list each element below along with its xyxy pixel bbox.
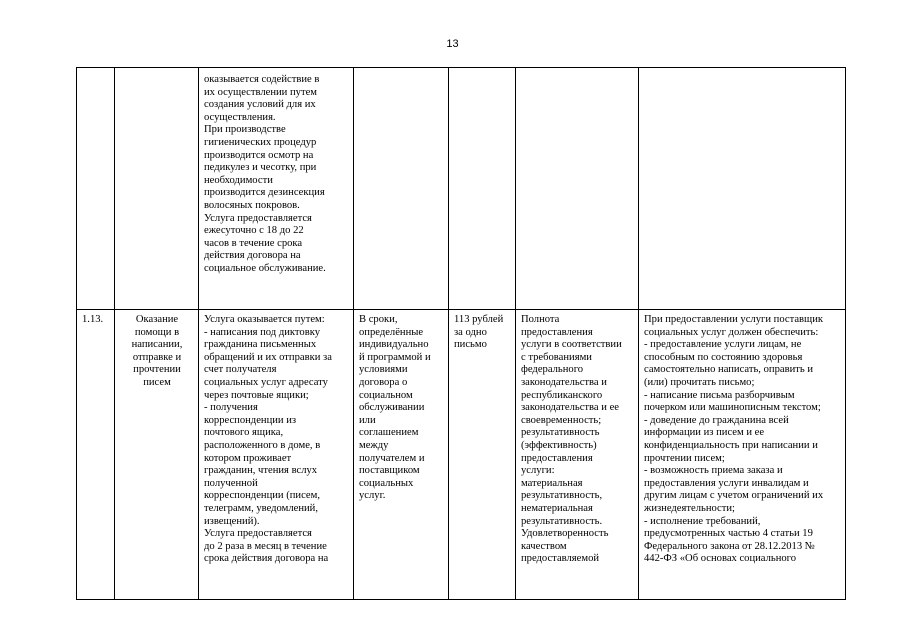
text-line: их осуществлении путем <box>204 86 317 98</box>
text-line: или <box>359 414 376 426</box>
text-line: корреспонденции (писем, <box>204 490 320 502</box>
text-line: действия договора на <box>204 250 301 262</box>
text-line: срока действия договора на <box>204 553 329 565</box>
text-line: телеграмм, уведомлений, <box>204 502 319 514</box>
text-line: обращений и их отправки за <box>204 351 332 363</box>
text-line: - исполнение требований, <box>644 515 761 527</box>
text-line: прочтении <box>133 364 181 376</box>
text-line: за одно <box>454 326 487 338</box>
text-line: При производстве <box>204 124 286 136</box>
text-line: извещений). <box>204 515 260 527</box>
text-line: Услуга предоставляется <box>204 528 312 540</box>
text-line: услуги: <box>521 465 555 477</box>
text-line: качеством <box>521 540 567 552</box>
text-line: расположенного в доме, в <box>204 439 321 451</box>
text-line: индивидуально <box>359 339 429 351</box>
text-line: производится осмотр на <box>204 149 314 161</box>
text-line: - получения <box>204 402 258 414</box>
text-line: письмо <box>454 339 487 351</box>
text-line: нематериальная <box>521 502 593 514</box>
text-line: с требованиями <box>521 351 592 363</box>
cell-service-name <box>115 68 199 310</box>
cell-description <box>199 68 354 310</box>
cell-price <box>449 310 516 600</box>
text-line: поставщиком <box>359 465 420 477</box>
text-line: й программой и <box>359 351 431 363</box>
text-line: результативность. <box>521 515 603 527</box>
description-text <box>204 74 349 276</box>
text-line: создания условий для их <box>204 99 316 111</box>
text-line: - предоставление услуги лицам, не <box>644 339 802 351</box>
text-line: законодательства и ее <box>521 402 619 414</box>
text-line: социальное обслуживание. <box>204 262 326 274</box>
services-table <box>76 67 846 600</box>
text-line: - доведение до гражданина всей <box>644 414 789 426</box>
text-line: полученной <box>204 477 258 489</box>
conditions-text <box>644 314 841 566</box>
text-line: информации из писем и ее <box>644 427 765 439</box>
text-line: производится дезинсекция <box>204 187 325 199</box>
text-line: написании, <box>131 339 183 351</box>
price-text <box>454 314 511 352</box>
text-line: (или) прочитать письмо; <box>644 376 755 388</box>
text-line: гражданина письменных <box>204 339 317 351</box>
text-line: - написание письма разборчивым <box>644 389 795 401</box>
text-line: необходимости <box>204 174 273 186</box>
cell-term <box>354 310 449 600</box>
text-line: В сроки, <box>359 314 398 325</box>
text-line: Удовлетворенность <box>521 528 609 540</box>
cell-number <box>77 68 115 310</box>
text-line: определённые <box>359 326 424 338</box>
cell-term <box>354 68 449 310</box>
text-line: Федерального закона от 28.12.2013 № <box>644 540 815 552</box>
text-line: помощи в <box>134 326 180 338</box>
text-line: Оказание <box>135 314 179 325</box>
text-line: предоставления <box>521 326 593 338</box>
cell-conditions <box>639 310 846 600</box>
text-line: корреспонденции из <box>204 414 297 426</box>
text-line: - написания под диктовку <box>204 326 320 338</box>
text-line: - возможность приема заказа и <box>644 465 783 477</box>
text-line: результативность, <box>521 490 603 502</box>
text-line: социальных услуг адресату <box>204 376 328 388</box>
text-line: через почтовые ящики; <box>204 389 309 401</box>
text-line: услуг. <box>359 490 386 502</box>
text-line: результативность <box>521 427 600 439</box>
text-line: осуществления. <box>204 111 276 123</box>
text-line: волосяных покровов. <box>204 199 300 211</box>
text-line: федерального <box>521 364 584 376</box>
text-line: другим лицам с учетом ограничений их <box>644 490 824 502</box>
text-line: предоставления услуги инвалидам и <box>644 477 809 489</box>
text-line: социальных <box>359 477 414 489</box>
text-line: отправке и <box>132 351 182 363</box>
service-name-text <box>120 314 194 390</box>
text-line: оказывается содействие в <box>204 74 320 85</box>
cell-number <box>77 310 115 600</box>
text-line: до 2 раза в месяц в течение <box>204 540 327 552</box>
cell-service-name <box>115 310 199 600</box>
text-line: получателем и <box>359 452 425 464</box>
text-line: материальная <box>521 477 583 489</box>
cell-quality <box>516 310 639 600</box>
text-line: (эффективность) <box>521 439 597 451</box>
text-line: почтового ящика, <box>204 427 284 439</box>
cell-description <box>199 310 354 600</box>
text-line: предоставления <box>521 452 593 464</box>
table-row-1-13 <box>77 310 846 600</box>
text-line: предусмотренных частью 4 статьи 19 <box>644 528 813 540</box>
text-line: республиканского <box>521 389 603 401</box>
text-line: 113 рублей <box>454 314 504 325</box>
cell-conditions <box>639 68 846 310</box>
text-line: котором проживает <box>204 452 292 464</box>
term-text <box>359 314 444 503</box>
quality-text <box>521 314 634 566</box>
text-line: Полнота <box>521 314 560 325</box>
text-line: между <box>359 439 389 451</box>
text-line: своевременность; <box>521 414 602 426</box>
table-row-continuation <box>77 68 846 310</box>
text-line: часов в течение срока <box>204 237 303 249</box>
text-line: способным по состоянию здоровья <box>644 351 803 363</box>
text-line: ежесуточно с 18 до 22 <box>204 225 304 237</box>
text-line: конфиденциальность при написании и <box>644 439 818 451</box>
page-number: 13 <box>446 38 459 50</box>
text-line: гигиенических процедур <box>204 136 317 148</box>
text-line: прочтении писем; <box>644 452 725 464</box>
text-line: писем <box>143 376 171 388</box>
text-line: жизнедеятельности; <box>644 502 735 514</box>
text-line: Услуга предоставляется <box>204 212 312 224</box>
text-line: договора о <box>359 376 408 388</box>
text-line: условиями <box>359 364 408 376</box>
text-line: педикулез и чесотку, при <box>204 162 317 174</box>
text-line: почерком или машинописным текстом; <box>644 402 821 414</box>
text-line: предоставляемой <box>521 553 600 565</box>
description-text <box>204 314 349 566</box>
text-line: 442-ФЗ «Об основах социального <box>644 553 797 565</box>
text-line: Услуга оказывается путем: <box>204 314 325 325</box>
text-line: законодательства и <box>521 376 607 388</box>
text-line: счет получателя <box>204 364 277 376</box>
text-line: социальном <box>359 389 413 401</box>
row-number: 1.13. <box>82 314 104 325</box>
cell-price <box>449 68 516 310</box>
text-line: обслуживании <box>359 402 425 414</box>
text-line: При предоставлении услуги поставщик <box>644 314 824 325</box>
text-line: самостоятельно написать, оправить и <box>644 364 814 376</box>
cell-quality <box>516 68 639 310</box>
text-line: соглашением <box>359 427 419 439</box>
text-line: гражданин, чтения вслух <box>204 465 318 477</box>
text-line: услуги в соответствии <box>521 339 622 351</box>
text-line: социальных услуг должен обеспечить: <box>644 326 819 338</box>
